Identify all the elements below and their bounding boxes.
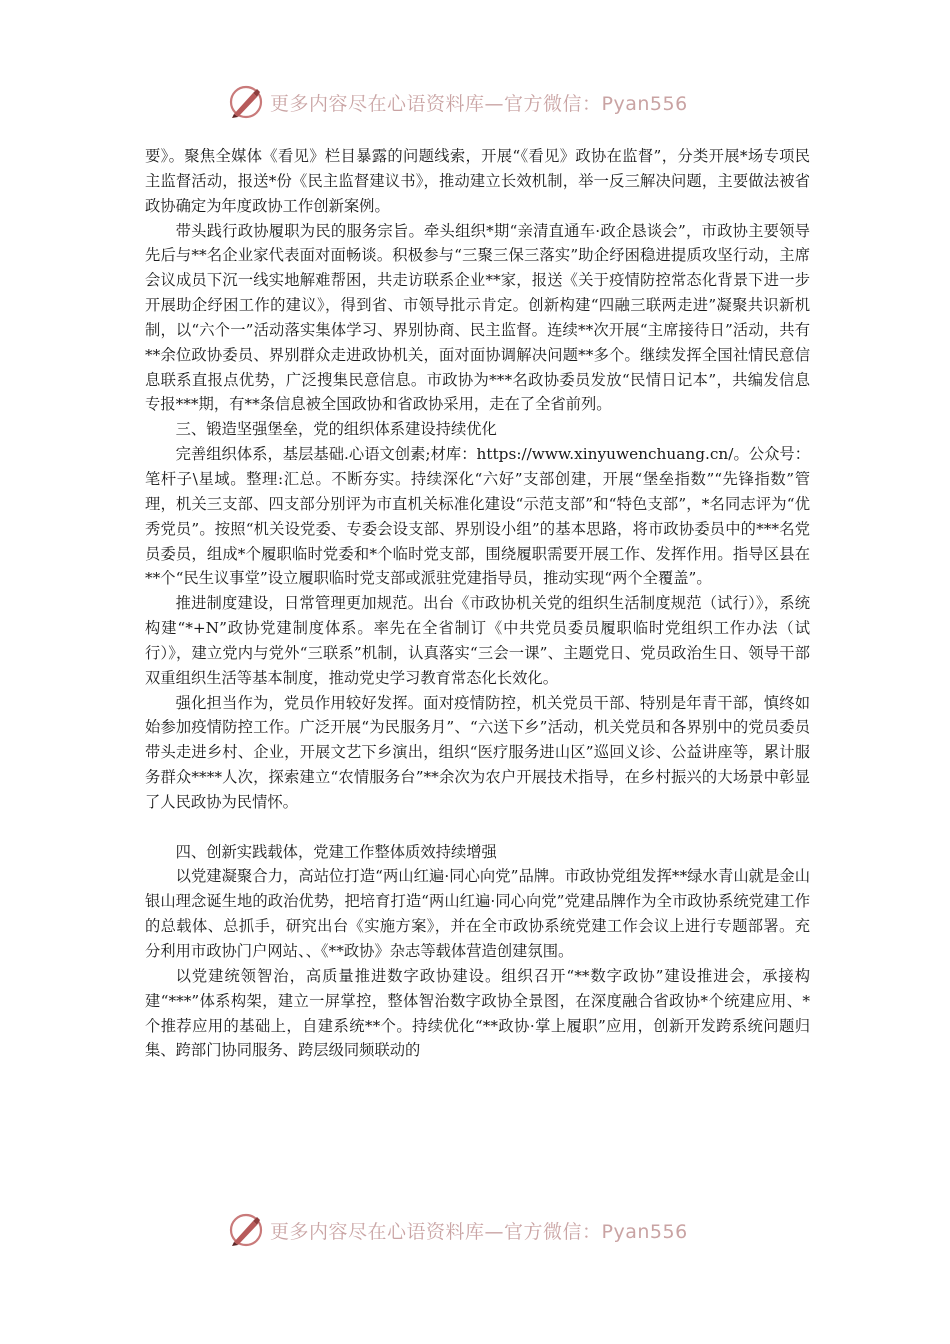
- paragraph: 强化担当作为，党员作用较好发挥。面对疫情防控，机关党员干部、特别是年青干部，慎终如始参加疫情防控工作。广泛开展“为民服务月”、“六送下乡”活动，机关党员和各界别中的党员委员带头走进乡村、企业，开展文艺下乡演出，组织“医疗服务进山区”巡回义诊、公益讲座等，累计服务群众****人次，探索建立“农情服务台”**余次为农户开展技术指导，在乡村振兴的大场景中彰显了人民政协为民情怀。: [145, 693, 810, 811]
- watermark-text: 更多内容尽在心语资料库—官方微信：Pyan556: [270, 92, 688, 115]
- paragraph: 以党建凝聚合力，高站位打造“两山红遍·同心向党”品牌。市政协党组发挥**绿水青山就是金山银山理念诞生地的政治优势，把培育打造“两山红遍·同心向党”党建品牌作为全市政协系统党建工作的总载体、总抓手，研究出台《实施方案》，并在全市政协系统党建工作会议上进行专题部署。充分利用市政协门户网站、、《**政协》杂志等载体营造创建氛围。: [145, 867, 810, 960]
- blank-line: [145, 815, 810, 840]
- paragraph: 完善组织体系，基层基础.心语文创素;材库：https://www.xinyuwenchuang.cn/。公众号：笔杆子\星域。整理:汇总。不断夯实。持续深化“六好”支部创建，开展“堡垒指数”“先锋指数”管理，机关三支部、四支部分别评为市直机关标准化建设“示范支部”和“特色支部”，*名同志评为“优秀党员”。按照“机关设党委、专委会设支部、界别设小组”的基本思路，将市政协委员中的***名党员委员，组成*个履职临时党委和*个临时党支部，围绕履职需要开展工作、发挥作用。指导区县在**个“民生议事堂”设立履职临时党支部或派驻党建指导员，推动实现“两个全覆盖”。: [145, 445, 810, 588]
- paragraph: 以党建统领智治，高质量推进数字政协建设。组织召开“**数字政协”建设推进会，承接构建“***”体系构架，建立一屏掌控，整体智治数字政协全景图，在深度融合省政协*个统建应用、*个推荐应用的基础上，自建系统**个。持续优化“**政协·掌上履职”应用，创新开发跨系统问题归集、跨部门协同服务、跨层级同频联动的: [145, 966, 810, 1060]
- watermark-text: 更多内容尽在心语资料库—官方微信：Pyan556: [270, 1220, 688, 1243]
- paragraph: 带头践行政协履职为民的服务宗旨。牵头组织*期“亲清直通车·政企恳谈会”，市政协主要领导先后与**名企业家代表面对面畅谈。积极参与“三聚三保三落实”助企纾困稳进提质攻坚行动，主席会议成员下沉一线实地解难帮困，共走访联系企业**家，报送《关于疫情防控常态化背景下进一步开展助企纾困工作的建议》，得到省、市领导批示肯定。创新构建“四融三联两走进”凝聚共识新机制，以“六个一”活动落实集体学习、界别协商、民主监督。连续**次开展“主席接待日”活动，共有**余位政协委员、界别群众走进政协机关，面对面协调解决问题**多个。继续发挥全国社情民意信息联系直报点优势，广泛搜集民意信息。市政协为***名政协委员发放“民情日记本”，共编发信息专报***期，有**条信息被全国政协和省政协采用，走在了全省前列。: [145, 221, 810, 414]
- section-heading-3: 三、锻造坚强堡垒，党的组织体系建设持续优化: [175, 420, 497, 439]
- footer-watermark-banner: [0, 1208, 950, 1252]
- document-body: [145, 144, 810, 1063]
- pen-logo-icon: [226, 82, 266, 122]
- paragraph: 要》。聚焦全媒体《看见》栏目暴露的问题线索，开展“《看见》政协在监督”，分类开展*场专项民主监督活动，报送*份《民主监督建议书》，推动建立长效机制，举一反三解决问题，主要做法被省政协确定为年度政协工作创新案例。: [145, 147, 810, 215]
- paragraph: 推进制度建设，日常管理更加规范。出台《市政协机关党的组织生活制度规范（试行）》，系统构建“*+N”政协党建制度体系。率先在全省制订《中共党员委员履职临时党组织工作办法（试行）》，建立党内与党外“三联系”机制，认真落实“三会一课”、主题党日、党员政治生日、领导干部双重组织生活等基本制度，推动党史学习教育常态化长效化。: [145, 594, 810, 687]
- header-watermark-banner: [0, 80, 950, 124]
- pen-logo-icon: [226, 1210, 266, 1250]
- section-heading-4: 四、创新实践载体，党建工作整体质效持续增强: [175, 842, 497, 861]
